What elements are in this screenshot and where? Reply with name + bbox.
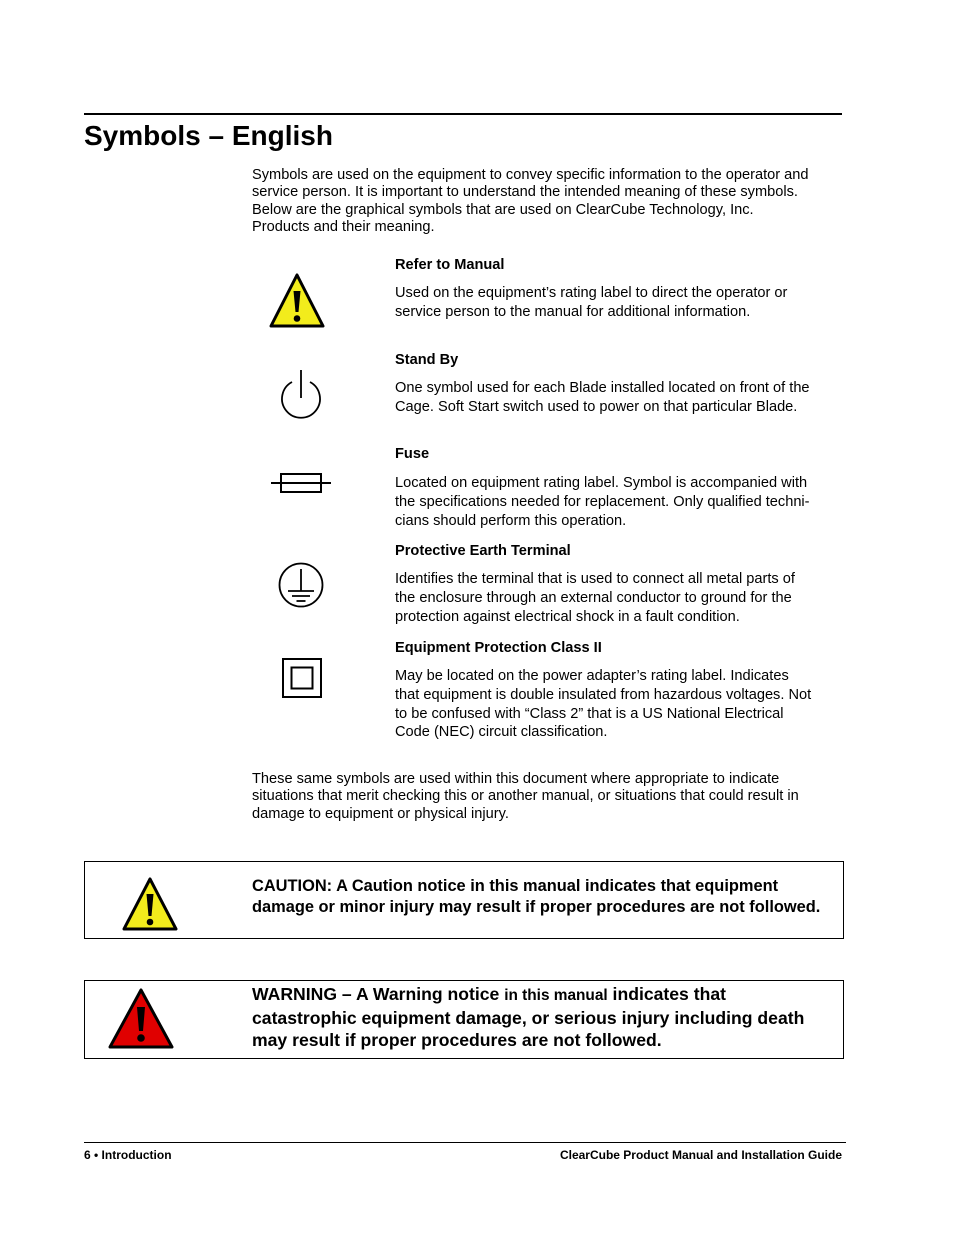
warning-line-part: in this manual: [504, 987, 608, 1004]
desc-line: protection against electrical shock in a fault condition.: [395, 608, 740, 625]
desc-line: that equipment is double insulated from hazardous voltages. Not: [395, 686, 812, 703]
closing-line: These same symbols are used within this document where appropriate to indicate: [252, 771, 780, 787]
footer-document-title: ClearCube Product Manual and Installation Guide: [559, 1148, 842, 1162]
desc-line: service person to the manual for additional information.: [395, 303, 751, 320]
desc-line: Used on the equipment’s rating label to direct the operator or: [395, 285, 788, 301]
symbol-title: Protective Earth Terminal: [395, 543, 571, 559]
symbol-description: [395, 284, 843, 322]
symbol-title: Fuse: [395, 446, 430, 462]
footer-page-label: 6 • Introduction: [84, 1148, 172, 1162]
desc-line: Cage. Soft Start switch used to power on that particular Blade.: [395, 398, 798, 415]
power-standby-icon: [278, 368, 324, 422]
symbol-description: [395, 667, 843, 742]
class-ii-double-square-icon: [281, 657, 323, 699]
intro-line: service person. It is important to understand the intended meaning of these symbols.: [252, 184, 798, 201]
warning-line: catastrophic equipment damage, or serious injury including death: [252, 1008, 805, 1028]
intro-line: Below are the graphical symbols that are used on ClearCube Technology, Inc.: [252, 201, 754, 218]
closing-line: situations that merit checking this or another manual, or situations that could result in: [252, 788, 799, 805]
desc-line: to be confused with “Class 2” that is a US National Electrical: [395, 705, 784, 722]
warning-line-part: WARNING – A Warning notice: [252, 984, 505, 1004]
warning-line: may result if proper procedures are not followed.: [252, 1030, 662, 1050]
page-title: Symbols – English: [84, 120, 333, 151]
caution-text: [252, 876, 852, 917]
warning-red-triangle-icon: [107, 987, 175, 1050]
intro-line: Symbols are used on the equipment to convey specific information to the operator and: [252, 167, 809, 183]
warning-text: [252, 983, 852, 1051]
symbol-description: [395, 379, 843, 417]
intro-paragraph: [252, 167, 844, 237]
desc-line: Code (NEC) circuit classification.: [395, 724, 608, 741]
desc-line: One symbol used for each Blade installed located on front of the: [395, 380, 810, 396]
desc-line: cians should perform this operation.: [395, 512, 627, 529]
top-rule: [84, 113, 842, 115]
symbol-title: Equipment Protection Class II: [395, 640, 602, 656]
caution-triangle-icon: [121, 876, 179, 932]
warning-line-part: indicates that: [607, 984, 726, 1004]
symbol-title: Refer to Manual: [395, 257, 505, 273]
desc-line: the enclosure through an external conductor to ground for the: [395, 589, 792, 606]
warning-notice: [84, 980, 844, 1059]
warning-triangle-icon: [268, 271, 326, 329]
desc-line: Located on equipment rating label. Symbol is accompanied with: [395, 475, 808, 491]
symbol-description: [395, 570, 843, 626]
fuse-icon: [270, 471, 332, 495]
caution-line: CAUTION: A Caution notice in this manual indicates that equipment: [252, 877, 779, 895]
symbol-title: Stand By: [395, 352, 459, 368]
caution-notice: [84, 861, 844, 939]
protective-earth-icon: [277, 561, 325, 609]
closing-line: damage to equipment or physical injury.: [252, 805, 509, 822]
closing-paragraph: [252, 771, 844, 823]
desc-line: the specifications needed for replacement. Only qualified techni-: [395, 493, 810, 510]
desc-line: Identifies the terminal that is used to connect all metal parts of: [395, 571, 795, 587]
intro-line: Products and their meaning.: [252, 219, 435, 236]
desc-line: May be located on the power adapter’s rating label. Indicates: [395, 668, 789, 684]
footer-rule: [84, 1142, 846, 1143]
symbol-description: [395, 474, 843, 530]
caution-line: damage or minor injury may result if proper procedures are not followed.: [252, 897, 821, 916]
